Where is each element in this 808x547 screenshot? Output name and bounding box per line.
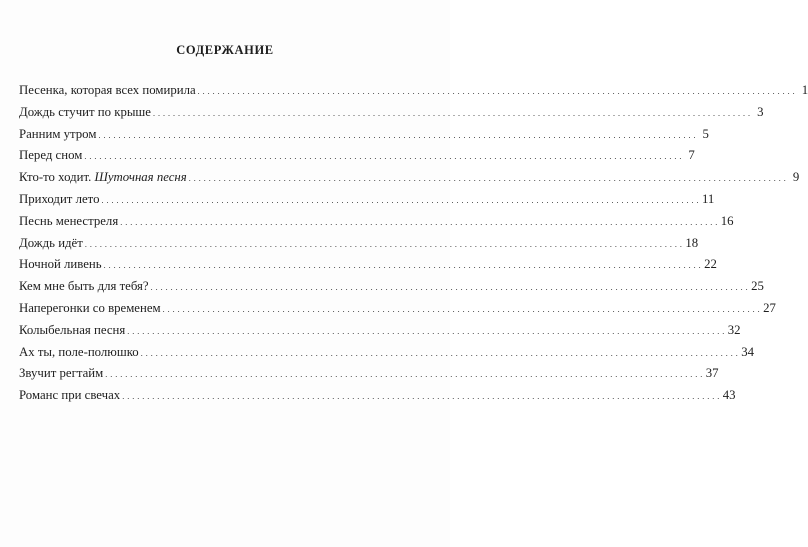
toc-entry-title-text: Перед сном <box>19 148 83 163</box>
toc-entry-title-text: Ранним утром <box>19 126 97 141</box>
toc-entry-title <box>19 363 103 385</box>
toc-entry <box>19 342 754 364</box>
toc-entry-page-number: 5 <box>702 126 709 141</box>
toc-entry-title <box>19 233 83 255</box>
toc-entry-title <box>19 385 120 407</box>
toc-entry-title <box>19 80 196 102</box>
toc-entry <box>19 167 800 189</box>
dot-leader: . . . . . . . . . . . . . . . . . . . . . . . . . . . . . . . . . . . . . . . . . . . . . . . . . . . . . . . . . . . . . . . . . . . . . . . . . . . . . . . . . . . . . . . . . . . . . . . . . . . . . . . . . . . . . . . . . . . . . . . . <box>120 217 718 227</box>
dot-leader: . . . . . . . . . . . . . . . . . . . . . . . . . . . . . . . . . . . . . . . . . . . . . . . . . . . . . . . . . . . . . . . . . . . . . . . . . . . . . . . . . . . . . . . . . . . . . . . . . . . . . . . . . . . . . . . . . . . . . . . . <box>188 174 787 184</box>
toc-entry-page-number: 37 <box>705 366 719 381</box>
toc-entry <box>19 233 699 255</box>
dot-leader: . . . . . . . . . . . . . . . . . . . . . . . . . . . . . . . . . . . . . . . . . . . . . . . . . . . . . . . . . . . . . . . . . . . . . . . . . . . . . . . . . . . . . . . . . . . . . . . . . . . . . . . . . . . . . . . . . . . . . . . . <box>103 261 702 271</box>
toc-entry-page-number: 16 <box>720 213 734 228</box>
toc-entry-title <box>19 167 187 189</box>
toc-entry-page-number: 11 <box>701 191 715 206</box>
toc-entry-title-text: Кто-то ходит. <box>19 170 92 185</box>
toc-entry <box>19 385 736 407</box>
toc-entry-title-text: Кем мне быть для тебя? <box>19 279 149 294</box>
toc-entry-title-text: Ночной ливень <box>19 257 102 272</box>
dot-leader: . . . . . . . . . . . . . . . . . . . . . . . . . . . . . . . . . . . . . . . . . . . . . . . . . . . . . . . . . . . . . . . . . . . . . . . . . . . . . . . . . . . . . . . . . . . . . . . . . . . . . . . . . . . . . . . . . . . . . . . . <box>197 87 796 96</box>
dot-leader: . . . . . . . . . . . . . . . . . . . . . . . . . . . . . . . . . . . . . . . . . . . . . . . . . . . . . . . . . . . . . . . . . . . . . . . . . . . . . . . . . . . . . . . . . . . . . . . . . . . . . . . . . . . . . . . . . . . . . . . . <box>122 392 720 402</box>
toc-entry-page-number: 34 <box>741 344 754 359</box>
toc-entry-title-text: Колыбельная песня <box>19 322 126 337</box>
dot-leader: . . . . . . . . . . . . . . . . . . . . . . . . . . . . . . . . . . . . . . . . . . . . . . . . . . . . . . . . . . . . . . . . . . . . . . . . . . . . . . . . . . . . . . . . . . . . . . . . . . . . . . . . . . . . . . . . . . . . . . . . <box>105 370 703 380</box>
toc-entry <box>19 254 717 276</box>
toc-entry <box>19 102 764 124</box>
dot-leader: . . . . . . . . . . . . . . . . . . . . . . . . . . . . . . . . . . . . . . . . . . . . . . . . . . . . . . . . . . . . . . . . . . . . . . . . . . . . . . . . . . . . . . . . . . . . . . . . . . . . . . . . . . . . . . . . . . . . . . . . <box>84 152 682 162</box>
toc-entry-page-number: 7 <box>688 148 695 163</box>
toc-entry-title <box>19 211 118 233</box>
toc-entry-title <box>19 189 99 211</box>
toc-entry-title-text: Наперегонки со временем <box>19 300 161 315</box>
toc-entry-title <box>19 342 139 364</box>
dot-leader: . . . . . . . . . . . . . . . . . . . . . . . . . . . . . . . . . . . . . . . . . . . . . . . . . . . . . . . . . . . . . . . . . . . . . . . . . . . . . . . . . . . . . . . . . . . . . . . . . . . . . . . . . . . . . . . . . . . . . . . . <box>140 348 739 358</box>
toc-entry-title-text: Песенка, которая всех помирила <box>19 83 196 97</box>
dot-leader: . . . . . . . . . . . . . . . . . . . . . . . . . . . . . . . . . . . . . . . . . . . . . . . . . . . . . . . . . . . . . . . . . . . . . . . . . . . . . . . . . . . . . . . . . . . . . . . . . . . . . . . . . . . . . . . . . . . . . . . . <box>152 108 751 118</box>
toc-entry-title-text: Приходит лето <box>19 191 100 206</box>
toc-entry <box>19 211 734 233</box>
toc-entry-title-text: Романс при свечах <box>19 388 121 403</box>
toc-entry-page-number: 27 <box>763 300 776 315</box>
toc-entry-title-text: Звучит регтайм <box>19 366 104 381</box>
toc-entry-page-number: 43 <box>722 388 736 403</box>
toc-entry-subtitle: Шуточная песня <box>94 170 187 185</box>
toc-entry-page-number: 9 <box>792 170 800 185</box>
toc-entry <box>19 276 764 298</box>
contents-heading: СОДЕРЖАНИЕ <box>176 43 274 57</box>
toc-entry <box>19 145 695 167</box>
dot-leader: . . . . . . . . . . . . . . . . . . . . . . . . . . . . . . . . . . . . . . . . . . . . . . . . . . . . . . . . . . . . . . . . . . . . . . . . . . . . . . . . . . . . . . . . . . . . . . . . . . . . . . . . . . . . . . . . . . . . . . . . <box>162 304 761 314</box>
toc-entry-title <box>19 276 149 298</box>
toc-entry-title <box>19 254 102 276</box>
toc-entry-title <box>19 320 125 342</box>
table-of-contents <box>19 80 808 407</box>
toc-entry <box>19 320 741 342</box>
toc-entry <box>19 363 719 385</box>
toc-entry-title <box>19 298 161 320</box>
toc-entry-page-number: 3 <box>757 104 764 119</box>
dot-leader: . . . . . . . . . . . . . . . . . . . . . . . . . . . . . . . . . . . . . . . . . . . . . . . . . . . . . . . . . . . . . . . . . . . . . . . . . . . . . . . . . . . . . . . . . . . . . . . . . . . . . . . . . . . . . . . . . . . . . . . . <box>127 326 725 336</box>
toc-entry-title <box>19 102 151 124</box>
dot-leader: . . . . . . . . . . . . . . . . . . . . . . . . . . . . . . . . . . . . . . . . . . . . . . . . . . . . . . . . . . . . . . . . . . . . . . . . . . . . . . . . . . . . . . . . . . . . . . . . . . . . . . . . . . . . . . . . . . . . . . . . <box>84 239 683 249</box>
toc-entry <box>19 298 776 320</box>
toc-entry <box>19 189 715 211</box>
toc-entry-page-number: 32 <box>727 322 741 337</box>
toc-entry-title-text: Песнь менестреля <box>19 213 119 228</box>
toc-entry-page-number: 25 <box>751 279 764 294</box>
dot-leader: . . . . . . . . . . . . . . . . . . . . . . . . . . . . . . . . . . . . . . . . . . . . . . . . . . . . . . . . . . . . . . . . . . . . . . . . . . . . . . . . . . . . . . . . . . . . . . . . . . . . . . . . . . . . . . . . . . . . . . . . <box>150 283 749 293</box>
toc-entry <box>19 124 709 146</box>
dot-leader: . . . . . . . . . . . . . . . . . . . . . . . . . . . . . . . . . . . . . . . . . . . . . . . . . . . . . . . . . . . . . . . . . . . . . . . . . . . . . . . . . . . . . . . . . . . . . . . . . . . . . . . . . . . . . . . . . . . . . . . . <box>98 130 696 140</box>
toc-entry-title-text: Ах ты, поле-полюшко <box>19 344 139 359</box>
toc-entry-title-text: Дождь стучит по крыше <box>19 104 151 119</box>
toc-entry-page-number: 18 <box>685 235 699 250</box>
toc-entry <box>19 80 808 102</box>
toc-entry-page-number: 1 <box>801 83 808 97</box>
toc-entry-title <box>19 145 82 167</box>
dot-leader: . . . . . . . . . . . . . . . . . . . . . . . . . . . . . . . . . . . . . . . . . . . . . . . . . . . . . . . . . . . . . . . . . . . . . . . . . . . . . . . . . . . . . . . . . . . . . . . . . . . . . . . . . . . . . . . . . . . . . . . . <box>101 195 699 205</box>
toc-entry-title-text: Дождь идёт <box>19 235 83 250</box>
toc-entry-page-number: 22 <box>704 257 717 272</box>
toc-entry-title <box>19 124 96 146</box>
